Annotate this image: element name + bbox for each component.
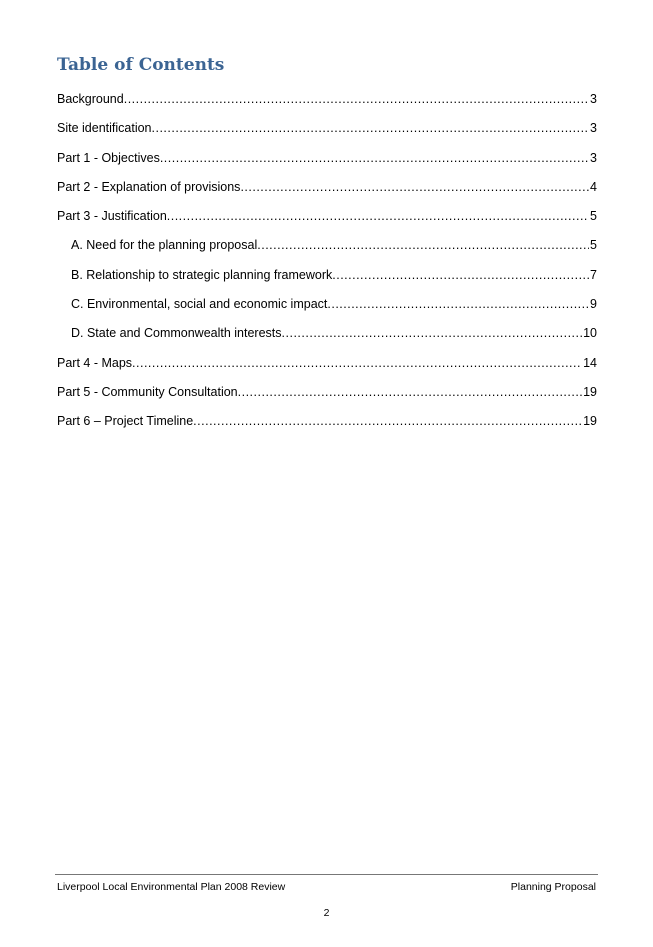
toc-entry-page: 3 [590,92,597,106]
toc-entry-part-1[interactable] [57,147,597,176]
toc-leader-dots [327,293,589,315]
toc-entry-site-identification[interactable] [57,117,597,146]
toc-entry-part-2[interactable] [57,176,597,205]
toc-entry-page: 19 [583,414,597,429]
table-of-contents [57,88,597,440]
toc-leader-dots [132,352,582,374]
toc-entry-part-3-d[interactable] [57,322,597,351]
toc-entry-label: Site identification [57,121,152,136]
toc-entry-label: Part 5 - Community Consultation [57,384,238,399]
toc-entry-page: 14 [583,355,597,370]
toc-leader-dots [240,176,589,198]
toc-entry-page: 19 [583,384,597,399]
toc-leader-dots [152,117,590,139]
toc-entry-page: 3 [590,121,597,136]
toc-entry-part-4[interactable] [57,352,597,381]
toc-entry-page: 7 [590,267,597,282]
toc-title: Table of Contents [57,55,225,75]
toc-leader-dots [332,264,589,286]
toc-entry-part-3[interactable] [57,205,597,234]
toc-entry-label: Part 3 - Justification [57,209,167,224]
page-number: 2 [323,907,330,919]
toc-leader-dots [167,205,589,227]
toc-entry-label: D. State and Commonwealth interests [71,326,282,341]
toc-leader-dots [124,88,589,110]
toc-entry-label: Part 1 - Objectives [57,150,160,165]
toc-leader-dots [282,322,583,344]
toc-entry-page: 9 [590,297,597,312]
toc-entry-background[interactable] [57,88,597,117]
footer-divider [55,874,598,875]
footer-document-type: Planning Proposal [510,881,596,893]
toc-leader-dots [160,147,589,169]
toc-entry-part-6[interactable] [57,410,597,439]
toc-entry-part-3-b[interactable] [57,264,597,293]
toc-entry-label: Part 6 – Project Timeline [57,414,194,429]
toc-entry-label: Background [57,92,124,106]
toc-leader-dots [257,234,589,256]
toc-entry-label: Part 4 - Maps [57,355,133,370]
toc-entry-page: 5 [590,238,597,253]
toc-entry-label: B. Relationship to strategic planning framework [71,267,333,282]
toc-entry-page: 5 [590,209,597,224]
toc-entry-label: A. Need for the planning proposal [71,238,258,253]
toc-entry-page: 4 [590,179,597,194]
footer-document-title: Liverpool Local Environmental Plan 2008 Review [57,881,286,893]
toc-entry-label: C. Environmental, social and economic impact [71,297,328,312]
toc-entry-part-3-c[interactable] [57,293,597,322]
toc-entry-part-3-a[interactable] [57,234,597,263]
toc-entry-page: 3 [590,150,597,165]
toc-leader-dots [238,381,582,403]
toc-entry-page: 10 [583,326,597,341]
toc-leader-dots [193,410,582,432]
toc-entry-label: Part 2 - Explanation of provisions [57,179,241,194]
toc-entry-part-5[interactable] [57,381,597,410]
